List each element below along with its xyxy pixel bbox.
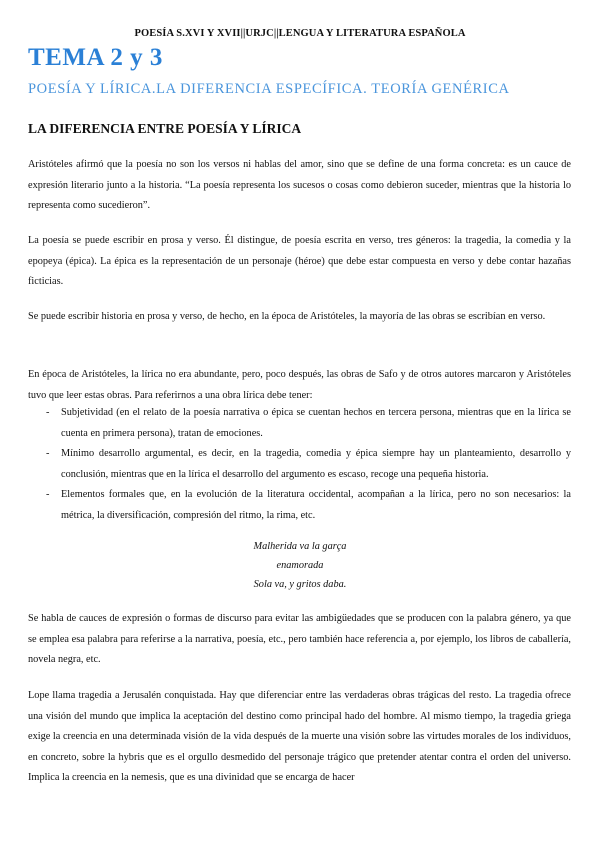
bullet-marker: - <box>46 448 50 459</box>
list-item-text: Mínimo desarrollo argumental, es decir, en la tragedia, comedia y épica siempre hay un planteamiento, desarrollo y conclusión, mientras que en la lírica el desarrollo del argumento es escaso, recoge una pequeña historia. <box>61 448 571 480</box>
bullet-list <box>28 403 571 526</box>
paragraph: Lope llama tragedia a Jerusalén conquistada. Hay que diferenciar entre las verdaderas obras trágicas del resto. La tragedia ofrece una visión del mundo que implica la aceptación del destino como principal hado del hombre. Al mismo tiempo, la tragedia griega exige la creencia en una determinada visión de la vida después de la muerte una visión sobre las virtudes morales de los individuos, en concreto, sobre la hybris que es el orgullo desmedido del personaje trágico que pretender atentar contra el orden del universo. Implica la creencia en la nemesis, que es una divinidad que se encarga de hacer <box>28 690 571 783</box>
bullet-marker: - <box>46 407 50 418</box>
paragraph: Se puede escribir historia en prosa y verso, de hecho, en la época de Aristóteles, la mayoría de las obras se escribían en verso. <box>28 311 546 322</box>
list-item <box>28 485 571 526</box>
paragraph: La poesía se puede escribir en prosa y verso. Él distingue, de poesía escrita en verso, tres géneros: la tragedia, la comedia y la epopeya (épica). La épica es la representación de un personaje (héroe) que debe estar compuesta en verso y debe contar hazañas ficticias. <box>28 235 571 287</box>
page-subtitle: POESÍA Y LÍRICA.LA DIFERENCIA ESPECÍFICA. TEORÍA GENÉRICA <box>28 81 510 97</box>
running-header: POESÍA S.XVI Y XVII||URJC||LENGUA Y LITERATURA ESPAÑOLA <box>134 28 466 39</box>
list-item <box>28 403 571 444</box>
list-item-text: Elementos formales que, en la evolución de la literatura occidental, acompañan a la lírica, pero no son necesarios: la métrica, la diversificación, compresión del ritmo, la rima, etc. <box>61 489 571 521</box>
poem-line: enamorada <box>276 560 324 571</box>
page-title: TEMA 2 y 3 <box>28 44 163 71</box>
paragraph: Aristóteles afirmó que la poesía no son los versos ni hablas del amor, sino que se define de una forma concreta: es un cauce de expresión literario junto a la historia. “La poesía representa los sucesos o cosas como debieron suceder, mientras que la historia lo representa como sucedieron”. <box>28 159 571 211</box>
paragraph: Se habla de cauces de expresión o formas de discurso para evitar las ambigüedades que se producen con la palabra género, ya que se emplea esa palabra para referirse a la narrativa, poesía, etc., pero también hace referencia a, por ejemplo, los libros de caballería, novela negra, etc. <box>28 613 571 665</box>
list-item-text: Subjetividad (en el relato de la poesía narrativa o épica se cuentan hechos en tercera persona, mientras que en la lírica se cuenta en primera persona), tratan de emociones. <box>61 407 571 439</box>
paragraph: En época de Aristóteles, la lírica no era abundante, pero, poco después, las obras de Safo y de otros autores marcaron y Aristóteles tuvo que leer estas obras. Para referirnos a una obra lírica debe tener: <box>28 369 571 401</box>
bullet-marker: - <box>46 489 50 500</box>
poem-line: Malherida va la garça <box>253 541 347 552</box>
poem-quote <box>0 537 600 594</box>
list-item <box>28 444 571 485</box>
poem-line: Sola va, y gritos daba. <box>253 579 347 590</box>
section-heading: LA DIFERENCIA ENTRE POESÍA Y LÍRICA <box>28 121 302 136</box>
